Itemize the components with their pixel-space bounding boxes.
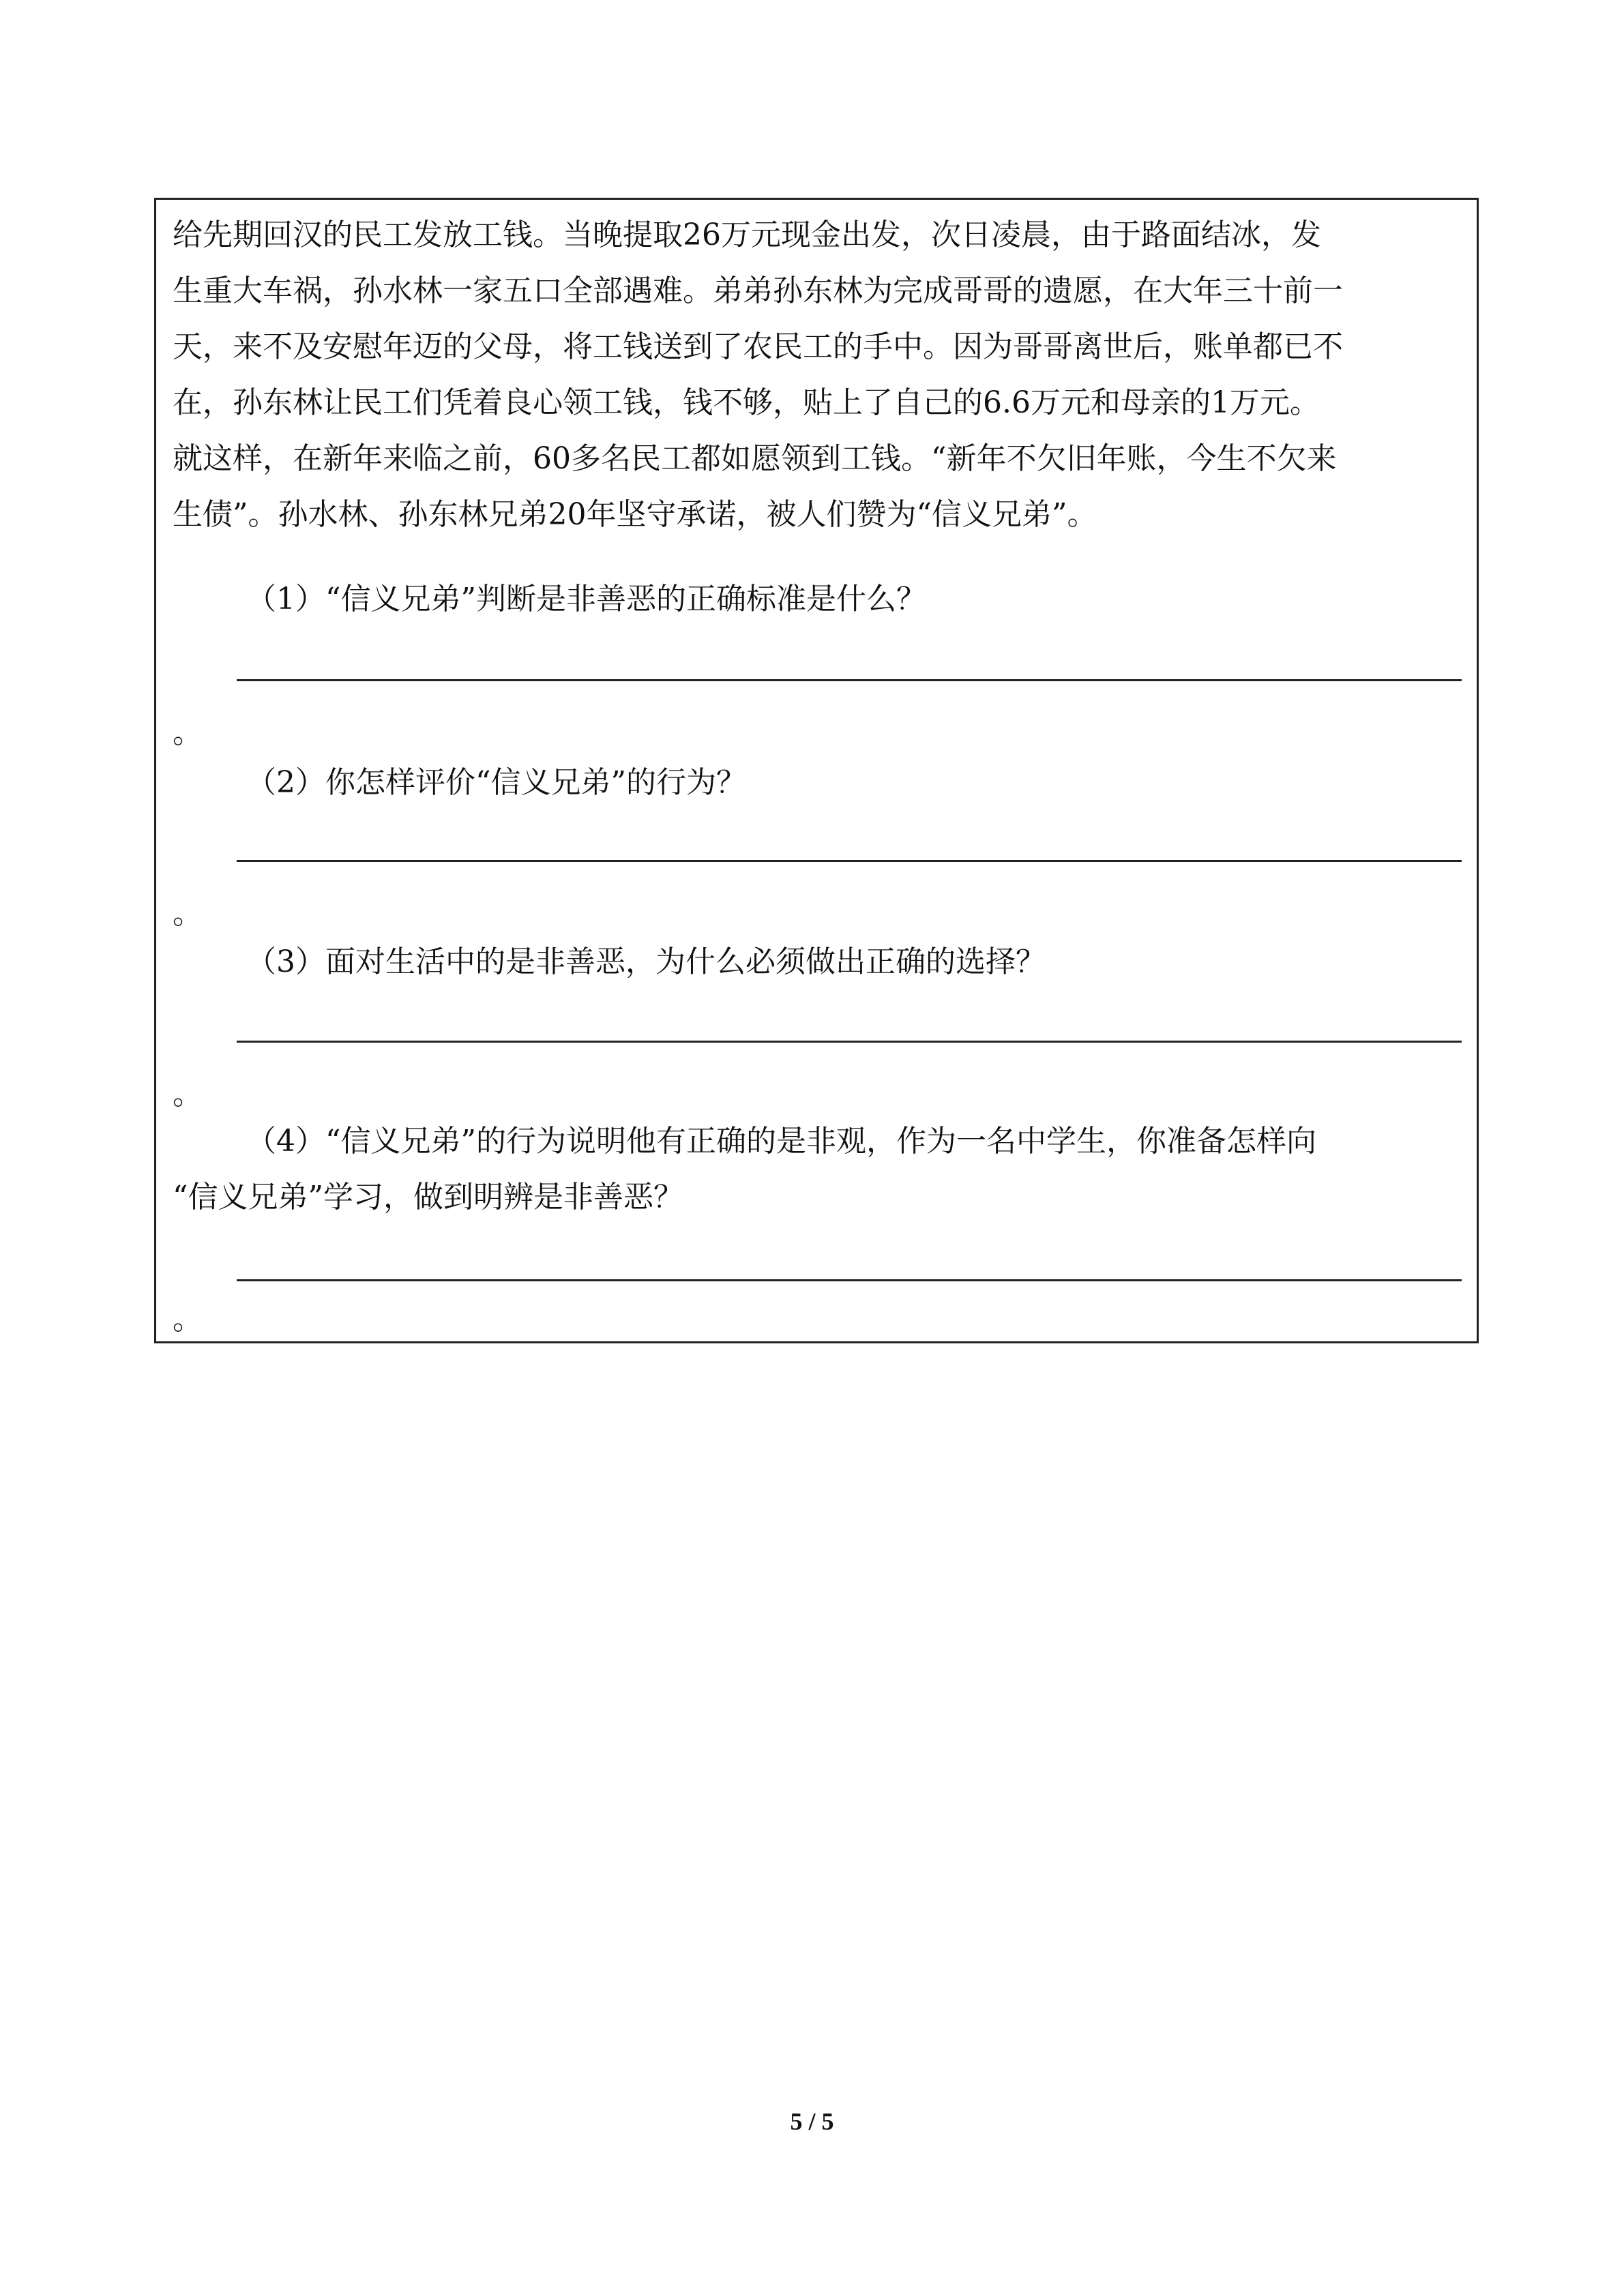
passage-line-1: 给先期回汉的民工发放工钱。当晚提取26万元现金出发，次日凌晨，由于路面结冰，发 <box>173 218 1321 252</box>
passage-line-2: 生重大车祸，孙水林一家五口全部遇难。弟弟孙东林为完成哥哥的遗愿，在大年三十前一 <box>173 273 1343 308</box>
page-number: 5 / 5 <box>790 2108 834 2135</box>
answer-end-mark-1: 。 <box>173 715 203 750</box>
answer-end-mark-3: 。 <box>173 1077 203 1112</box>
question-box <box>154 198 1479 1343</box>
question-4-line-1: （4）“信义兄弟”的行为说明他有正确的是非观，作为一名中学生，你准备怎样向 <box>246 1124 1316 1159</box>
passage-line-6: 生债”。孙水林、孙东林兄弟20年坚守承诺，被人们赞为“信义兄弟”。 <box>173 497 1097 532</box>
passage-line-3: 天，来不及安慰年迈的父母，将工钱送到了农民工的手中。因为哥哥离世后，账单都已不 <box>173 329 1343 364</box>
question-3: （3）面对生活中的是非善恶，为什么必须做出正确的选择？ <box>246 944 1046 979</box>
answer-end-mark-4: 。 <box>173 1302 203 1337</box>
answer-line-2[interactable] <box>237 860 1462 862</box>
passage-line-4: 在，孙东林让民工们凭着良心领工钱，钱不够，贴上了自己的6.6万元和母亲的1万元。 <box>173 385 1320 420</box>
question-2: （2）你怎样评价“信义兄弟”的行为？ <box>246 765 746 800</box>
answer-end-mark-2: 。 <box>173 896 203 931</box>
passage-line-5: 就这样，在新年来临之前，60多名民工都如愿领到工钱。“新年不欠旧年账，今生不欠来 <box>173 441 1337 476</box>
question-1: （1）“信义兄弟”判断是非善恶的正确标准是什么？ <box>246 582 926 616</box>
answer-line-1[interactable] <box>237 679 1462 681</box>
answer-line-4[interactable] <box>237 1279 1462 1281</box>
question-4-line-2: “信义兄弟”学习，做到明辨是非善恶？ <box>173 1180 683 1214</box>
answer-line-3[interactable] <box>237 1041 1462 1043</box>
